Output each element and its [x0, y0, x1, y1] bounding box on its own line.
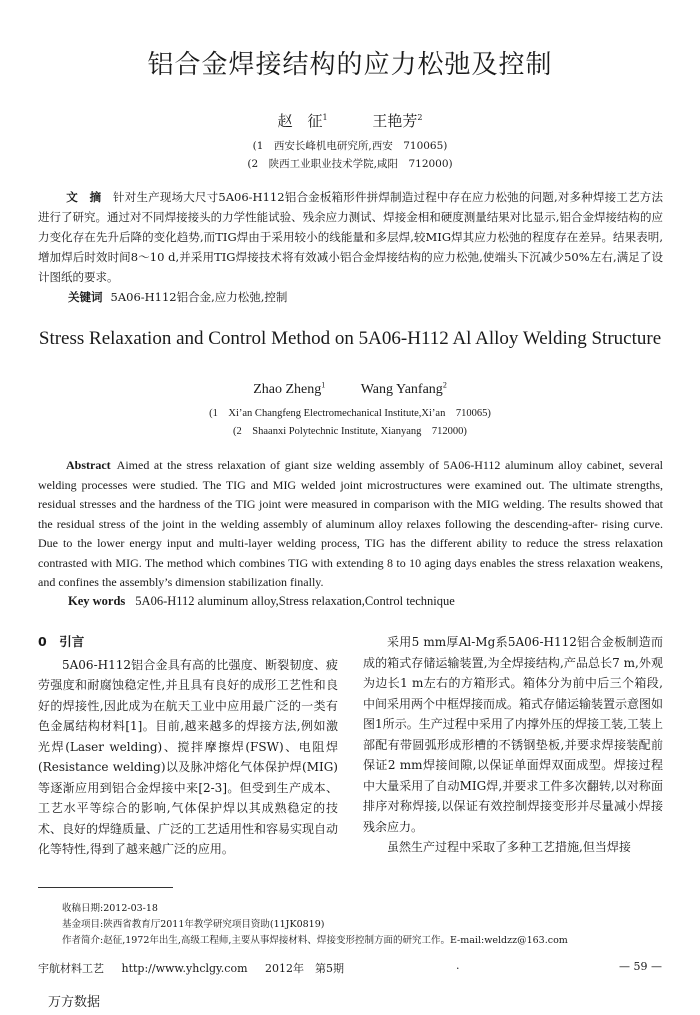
author-cn-1	[278, 112, 328, 130]
footnote-rule	[38, 887, 173, 888]
author-en-1	[253, 382, 325, 397]
keywords-en-label: Key words	[68, 594, 126, 608]
author-cn-1-name: 赵 征	[277, 112, 323, 130]
keywords-en-text: 5A06-H112 aluminum alloy,Stress relaxation,Control technique	[135, 594, 455, 608]
keywords-cn-text: 5A06-H112铝合金,应力松弛,控制	[110, 290, 288, 304]
keywords-en	[68, 594, 455, 609]
footnote-received: 收稿日期:2012-03-18	[62, 903, 158, 914]
section-heading-intro: 0 引言	[38, 634, 85, 649]
title-cn: 铝合金焊接结构的应力松弛及控制	[147, 50, 553, 80]
page-footer	[38, 960, 358, 976]
keywords-cn-label: 关键词	[68, 290, 103, 304]
abstract-en-label: Abstract	[66, 458, 111, 472]
authors-en	[0, 380, 700, 398]
keywords-cn	[68, 289, 287, 305]
author-en-2	[361, 382, 447, 397]
author-cn-2-sup: 2	[417, 113, 423, 122]
intro-paragraph-left: 5A06-H112铝合金具有高的比强度、断裂韧度、疲劳强度和耐腐蚀稳定性,并且具有良好的成形工艺性和良好的焊接性,因此成为在航天工业中应用最广泛的一类有色金属结构材料[1]。目前,越来越多的焊接方法,例如激光焊(Laser welding)、搅拌摩擦焊(FSW)、电阻焊(Resistance welding)以及脉冲熔化气体保护焊(MIG)等逐渐应用到铝合金焊接中来[2-3]。但受到生产成本、工艺水平等综合的影响,气体保护焊以其成熟稳定的技术、良好的焊缝质量、广泛的工艺适用性和容易实现自动化等特性,得到了越来越广泛的应用。	[38, 657, 339, 856]
affiliation-en-1: (1 Xi’an Changfeng Electromechanical Institute,Xi’an 710065)	[209, 408, 491, 419]
abstract-en	[38, 456, 663, 593]
footnote-fund: 基金项目:陕西省教育厅2011年教学研究项目资助(11JK0819)	[62, 919, 325, 930]
footer-journal: 宇航材料工艺	[38, 962, 104, 975]
page-number: — 59 —	[619, 960, 662, 973]
abstract-cn-text: 针对生产现场大尺寸5A06-H112铝合金板箱形件拼焊制造过程中存在应力松弛的问题,对多种焊接工艺方法进行了研究。通过对不同焊接接头的力学性能试验、残余应力测试、焊接金相和硬度测量结果对比显示,铝合金焊接结构的应力变化存在先升后降的变化趋势,而TIG焊由于采用较小的线能量和多层焊,较MIG焊其应力松弛的程度存在差异。结果表明,增加焊后时效时间8～10 d,并采用TIG焊接技术将有效减小铝合金焊接结构的应力松弛,使端头下沉减少50%左右,满足了设计图纸的要求。	[38, 190, 664, 284]
footer-dot: ·	[456, 962, 460, 975]
author-en-2-name: Wang Yanfang	[360, 381, 443, 397]
footer-issue: 2012年 第5期	[265, 962, 345, 975]
affiliation-en-2: (2 Shaanxi Polytechnic Institute, Xianyang 712000)	[233, 426, 467, 437]
abstract-cn-label: 文 摘	[66, 190, 102, 204]
intro-paragraph-right-2: 虽然生产过程中采取了多种工艺措施,但当焊接	[387, 840, 631, 854]
authors-cn	[0, 110, 700, 131]
footnote-author: 作者简介:赵征,1972年出生,高级工程师,主要从事焊接材料、焊接变形控制方面的研究工作。E-mail:weldzz@163.com	[62, 935, 568, 946]
intro-paragraph-right-1: 采用5 mm厚Al-Mg系5A06-H112铝合金板制造而成的箱式存储运输装置,为全焊接结构,产品总长7 m,外观为边长1 m左右的方箱形式。箱体分为前中后三个箱段,中间采用两个中框焊接而成。箱式存储运输装置示意图如图1所示。生产过程中采用了内撑外压的焊接工装,工装上部配有带圆弧形成形槽的不锈钢垫板,并要求焊接装配前保证2 mm焊接间隙,以保证单面焊双面成型。焊接过程中大量采用了自动MIG焊,并要求工件多次翻转,以对称面排序对称焊接,以保证有效控制焊接变形并尽量减小焊接残余应力。	[363, 635, 664, 834]
abstract-en-text: Aimed at the stress relaxation of giant size welding assembly of 5A06-H112 aluminum alloy cabinet, several welding processes were studied. The TIG and MIG welded joint microstructures were examined out. The ultimate strengths, residual stresses and the hardness of the TIG joint were measured in comparison with the MIG welding. The results showed that the residual stress of the joint in the welding assembly of aluminum alloy relaxes following the descending-after- rising curve. Due to the lower energy input and multi-layer welding process, TIG has the different ability to reduce the stress relaxation contrasted with MIG. The method which combines TIG with extending 8 to 10 aging days enables the stress relaxation weakens, and confines the assembly’s dimension stabilization finally.	[38, 458, 663, 589]
column-right	[363, 632, 663, 858]
footer-url[interactable]: http://www.yhclgy.com	[121, 962, 248, 975]
column-left	[38, 632, 338, 860]
author-cn-2	[372, 112, 422, 130]
author-en-2-sup: 2	[442, 380, 447, 389]
author-en-1-sup: 1	[321, 380, 326, 389]
watermark: 万方数据	[48, 995, 101, 1010]
title-en: Stress Relaxation and Control Method on 5A06-H112 Al Alloy Welding Structure	[38, 328, 662, 349]
author-cn-2-name: 王艳芳	[372, 112, 418, 130]
abstract-cn	[38, 187, 663, 287]
author-cn-1-sup: 1	[322, 113, 328, 122]
affiliation-cn-1: (1 西安长峰机电研究所,西安 710065)	[252, 140, 448, 152]
affiliation-cn-2: (2 陕西工业职业技术学院,咸阳 712000)	[247, 158, 453, 170]
author-en-1-name: Zhao Zheng	[253, 381, 322, 397]
